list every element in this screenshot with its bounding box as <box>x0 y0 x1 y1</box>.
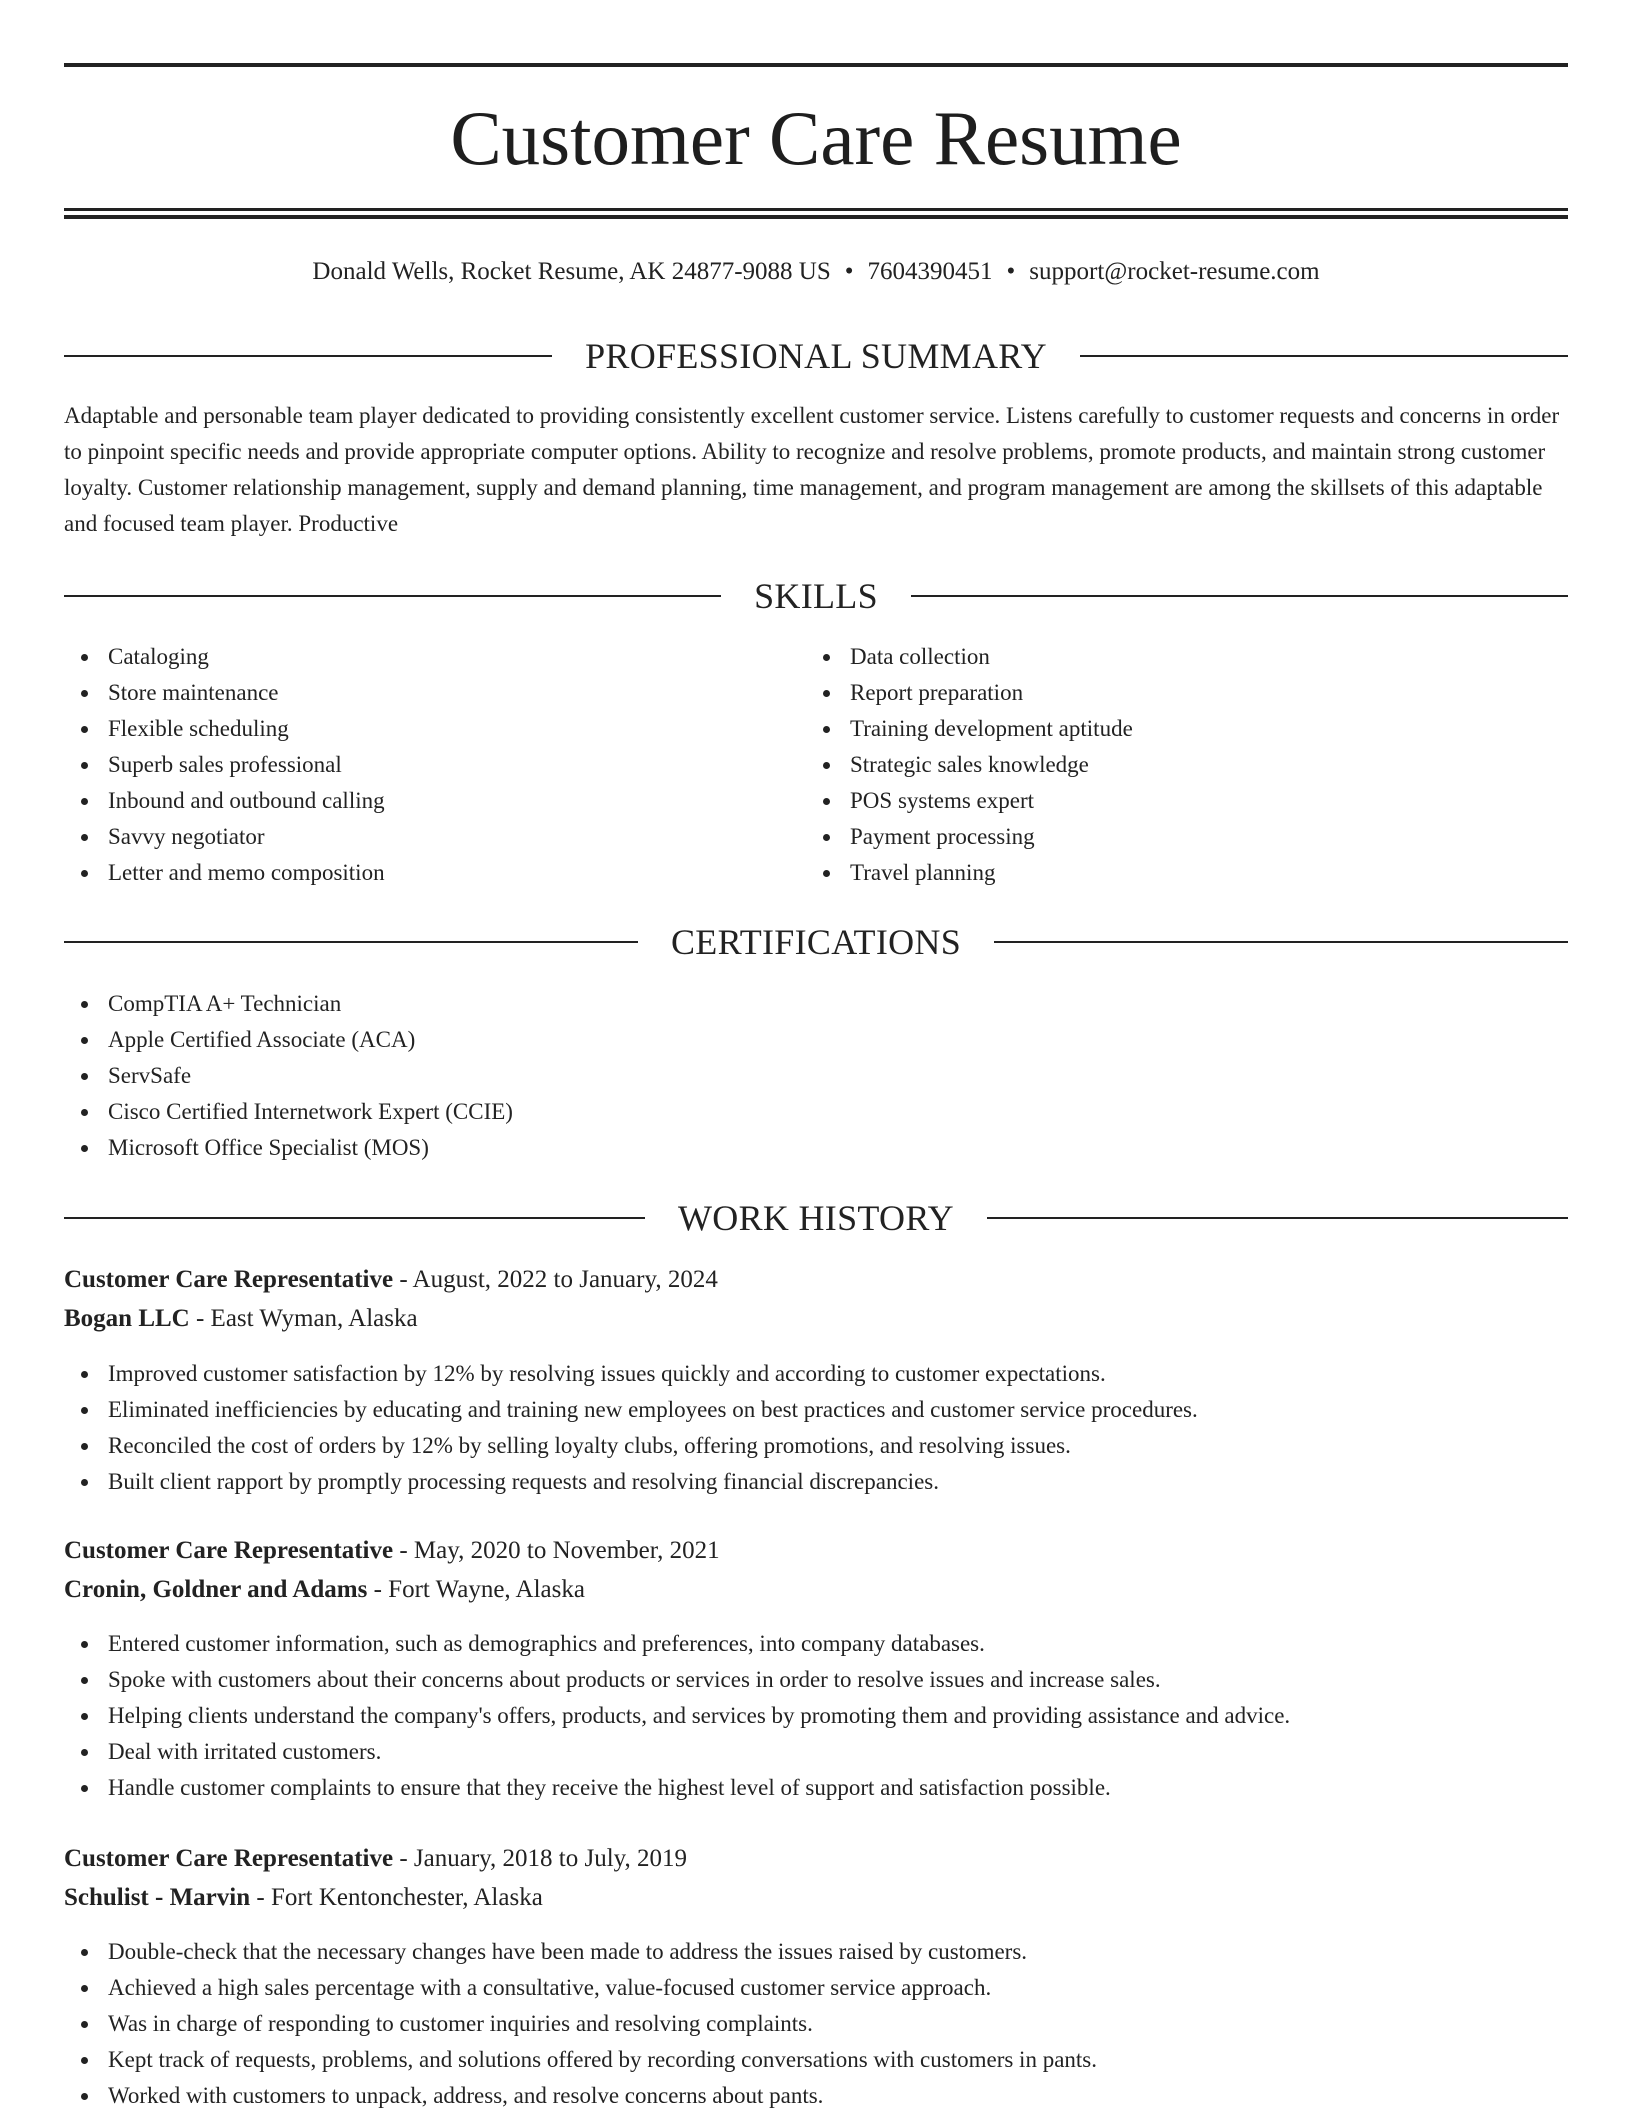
section-rule-right <box>994 941 1568 943</box>
job-title-line <box>64 1533 720 1569</box>
contact-line <box>64 254 1568 290</box>
section-header-summary <box>64 334 1568 378</box>
section-rule-left <box>64 941 638 943</box>
contact-phone: 7604390451 <box>867 258 993 285</box>
job-duty-item: Deal with irritated customers. <box>64 1734 1290 1770</box>
resume-title: Customer Care Resume <box>450 95 1182 181</box>
job-title: Customer Care Representative <box>64 1266 394 1293</box>
summary-text: Adaptable and personable team player dedicated to providing consistently excellent customer service. Listens carefully to customer requests and concerns in order to pinpoint specific needs and provide appropriate computer options. Ability to recognize and resolve problems, promote products, and maintain strong customer loyalty. Customer relationship management, supply and demand planning, time management, and program management are among the skillsets of this adaptable and focused team player. Productive <box>64 403 1560 536</box>
certification-item: Microsoft Office Specialist (MOS) <box>64 1130 1568 1166</box>
certification-item: ServSafe <box>64 1058 1568 1094</box>
job-company: Cronin, Goldner and Adams <box>64 1576 368 1603</box>
job-company: Bogan LLC <box>64 1305 190 1332</box>
job-duties-list <box>64 1934 1097 2114</box>
job-company-line <box>64 1301 418 1337</box>
skill-item: Flexible scheduling <box>64 711 764 747</box>
section-rule-left <box>64 595 721 597</box>
contact-address: Donald Wells, Rocket Resume, AK 24877-9088 US <box>312 258 831 285</box>
section-rule-left <box>64 355 552 357</box>
section-title-certifications: CERTIFICATIONS <box>670 922 962 962</box>
section-title-skills: SKILLS <box>754 576 878 616</box>
job-title-line <box>64 1262 718 1298</box>
skill-item: POS systems expert <box>806 783 1506 819</box>
job-duty-item: Was in charge of responding to customer inquiries and resolving complaints. <box>64 2006 1097 2042</box>
section-rule-right <box>987 1217 1568 1219</box>
skill-item: Payment processing <box>806 819 1506 855</box>
header-top-rule <box>64 63 1568 67</box>
certification-item: CompTIA A+ Technician <box>64 986 1568 1022</box>
job-duties-list <box>64 1626 1290 1806</box>
certification-item: Cisco Certified Internetwork Expert (CCIE) <box>64 1094 1568 1130</box>
job-duty-item: Spoke with customers about their concerns about products or services in order to resolve issues and increase sales. <box>64 1662 1290 1698</box>
job-duty-item: Achieved a high sales percentage with a consultative, value-focused customer service approach. <box>64 1970 1097 2006</box>
job-duty-item: Improved customer satisfaction by 12% by resolving issues quickly and according to customer expectations. <box>64 1356 1198 1392</box>
job-title: Customer Care Representative <box>64 1537 394 1564</box>
section-header-certifications <box>64 920 1568 964</box>
skill-item: Store maintenance <box>64 675 764 711</box>
skill-item: Report preparation <box>806 675 1506 711</box>
job-company-line <box>64 1572 585 1608</box>
section-header-skills <box>64 574 1568 618</box>
skill-item: Cataloging <box>64 639 764 675</box>
header-double-rule-lower <box>64 215 1568 219</box>
certifications-list <box>64 986 1568 1166</box>
skill-item: Strategic sales knowledge <box>806 747 1506 783</box>
skill-item: Data collection <box>806 639 1506 675</box>
job-title: Customer Care Representative <box>64 1845 394 1872</box>
job-duty-item: Double-check that the necessary changes have been made to address the issues raised by customers. <box>64 1934 1097 1970</box>
job-duty-item: Helping clients understand the company's offers, products, and services by promoting them and providing assistance and advice. <box>64 1698 1290 1734</box>
job-company: Schulist - Marvin <box>64 1884 251 1911</box>
job-duties-list <box>64 1356 1198 1500</box>
job-title-line <box>64 1841 687 1877</box>
job-duty-item: Built client rapport by promptly processing requests and resolving financial discrepancies. <box>64 1464 1198 1500</box>
section-rule-left <box>64 1217 645 1219</box>
job-duty-item: Kept track of requests, problems, and solutions offered by recording conversations with customers in pants. <box>64 2042 1097 2078</box>
skill-item: Travel planning <box>806 855 1506 891</box>
skill-item: Letter and memo composition <box>64 855 764 891</box>
section-title-summary: PROFESSIONAL SUMMARY <box>585 336 1047 376</box>
header-double-rule-upper <box>64 208 1568 211</box>
job-company-line <box>64 1880 543 1916</box>
section-rule-right <box>911 595 1568 597</box>
job-duty-item: Reconciled the cost of orders by 12% by selling loyalty clubs, offering promotions, and resolving issues. <box>64 1428 1198 1464</box>
certification-item: Apple Certified Associate (ACA) <box>64 1022 1568 1058</box>
contact-email[interactable]: support@rocket-resume.com <box>1029 258 1320 285</box>
section-rule-right <box>1080 355 1568 357</box>
skill-item: Savvy negotiator <box>64 819 764 855</box>
job-duty-item: Handle customer complaints to ensure that they receive the highest level of support and satisfaction possible. <box>64 1770 1290 1806</box>
skill-item: Training development aptitude <box>806 711 1506 747</box>
skills-list-left <box>64 639 764 891</box>
job-dates: - January, 2018 to July, 2019 <box>393 1845 688 1872</box>
skill-item: Superb sales professional <box>64 747 764 783</box>
job-dates: - May, 2020 to November, 2021 <box>393 1537 720 1564</box>
job-duty-item: Eliminated inefficiencies by educating and training new employees on best practices and customer service procedures. <box>64 1392 1198 1428</box>
job-duty-item: Entered customer information, such as demographics and preferences, into company databases. <box>64 1626 1290 1662</box>
contact-separator: • <box>844 258 854 285</box>
contact-separator: • <box>1006 258 1016 285</box>
skills-list-right <box>806 639 1506 891</box>
skill-item: Inbound and outbound calling <box>64 783 764 819</box>
section-header-work-history <box>64 1196 1568 1240</box>
section-title-work-history: WORK HISTORY <box>678 1198 954 1238</box>
job-location: - Fort Wayne, Alaska <box>367 1576 585 1603</box>
job-location: - Fort Kentonchester, Alaska <box>250 1884 543 1911</box>
job-dates: - August, 2022 to January, 2024 <box>393 1266 718 1293</box>
job-location: - East Wyman, Alaska <box>189 1305 418 1332</box>
job-duty-item: Worked with customers to unpack, address, and resolve concerns about pants. <box>64 2078 1097 2114</box>
